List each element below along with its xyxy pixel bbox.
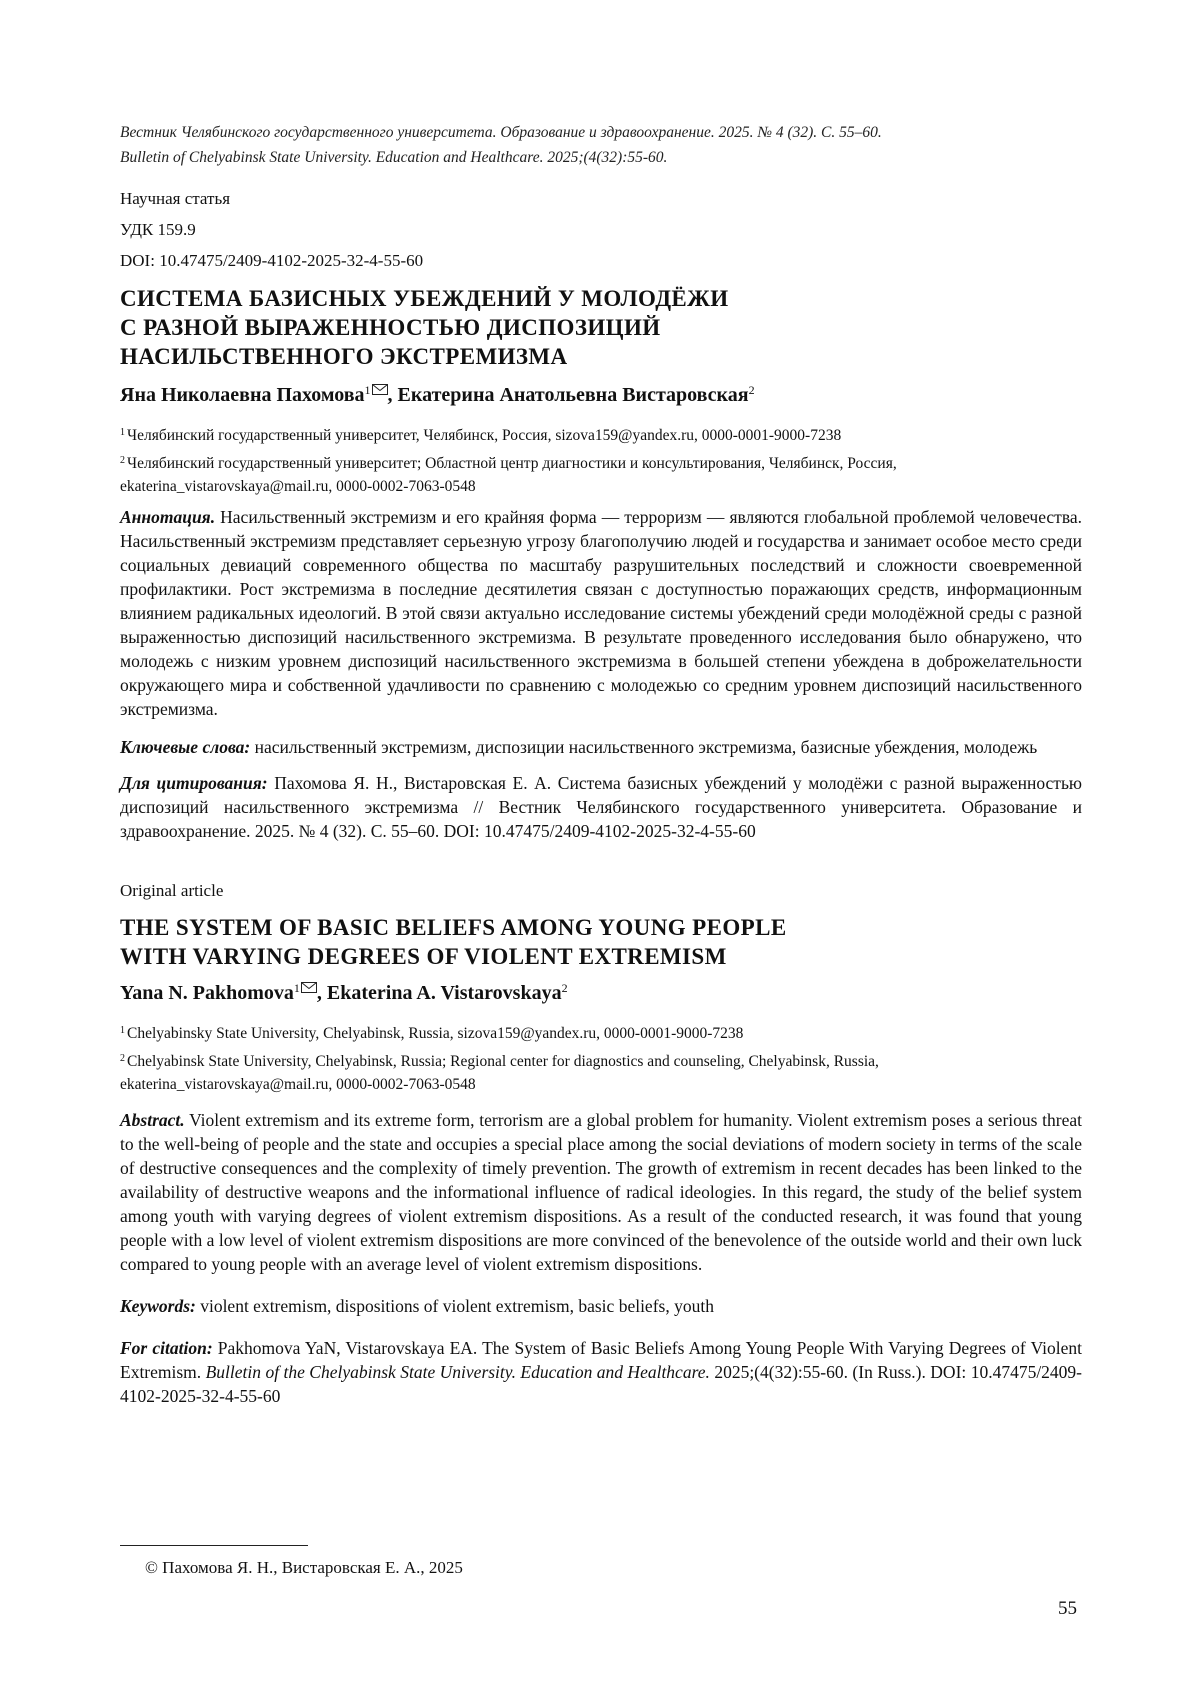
- article-title-ru: [120, 284, 1082, 371]
- citation-journal: Bulletin of the Chelyabinsk State University. Education and Healthcare.: [205, 1362, 710, 1382]
- article-page: [120, 120, 1082, 1408]
- journal-header: [120, 120, 1082, 170]
- author-separator: ,: [316, 982, 327, 1004]
- affiliation-text: Челябинский государственный университет, Челябинск, Россия, sizova159@yandex.ru, 0000-0001-9000-7238: [127, 427, 842, 444]
- affiliation-number: 1: [120, 1025, 125, 1036]
- citation-ru: [120, 771, 1082, 843]
- author-name: Яна Николаевна Пахомова: [120, 384, 365, 406]
- affiliations-en: [120, 1019, 1082, 1096]
- footnote-divider: [120, 1545, 308, 1546]
- udc-code: УДК 159.9: [120, 220, 196, 239]
- citation-label: For citation:: [120, 1338, 213, 1358]
- affiliation-item: [120, 1019, 1082, 1045]
- citation-tail: 2025;(4(32):55-60. (In Russ.). DOI: 10.47475/2409-4102-2025-32-4-55-60: [120, 1362, 1083, 1406]
- affiliation-item: [120, 1047, 1082, 1096]
- abstract-text: Violent extremism and its extreme form, terrorism are a global problem for humanity. Violent extremism poses a serious threat to the well-being of people and the state and occupies a special place among the social deviations of modern society in terms of the scale of destructive consequences and the complexity of timely prevention. The growth of extremism in recent decades has been linked to the availability of destructive weapons and the informational influence of radical ideologies. In this regard, the study of the belief system among youth with varying degrees of violent extremism dispositions. As a result of the conducted research, it was found that young people with a low level of violent extremism dispositions are more convinced of the benevolence of the outside world and their own luck compared to young people with an average level of violent extremism dispositions.: [120, 1110, 1082, 1274]
- title-en-line: WITH VARYING DEGREES OF VIOLENT EXTREMISM: [120, 944, 727, 969]
- citation-label: Для цитирования:: [120, 773, 268, 793]
- affiliation-text: Челябинский государственный университет; Областной центр диагностики и консультирования, Челябинск, Россия, ekaterina_vistarovskaya@mail.ru, 0000-0002-7063-0548: [120, 455, 897, 495]
- article-type-en: Original article: [120, 881, 224, 900]
- authors-en: [120, 981, 1082, 1005]
- author-affiliation-mark: 2: [561, 981, 568, 995]
- title-ru-line: СИСТЕМА БАЗИСНЫХ УБЕЖДЕНИЙ У МОЛОДЁЖИ: [120, 286, 729, 311]
- journal-title-ru: Вестник Челябинского государственного университета. Образование и здравоохранение. 2025. № 4 (32). С. 55–60.: [120, 124, 882, 141]
- abstract-en: [120, 1108, 1082, 1276]
- title-ru-line: С РАЗНОЙ ВЫРАЖЕННОСТЬЮ ДИСПОЗИЦИЙ: [120, 315, 661, 340]
- article-title-en: [120, 913, 1082, 971]
- title-ru-line: НАСИЛЬСТВЕННОГО ЭКСТРЕМИЗМА: [120, 344, 568, 369]
- author-name: Екатерина Анатольевна Вистаровская: [397, 384, 749, 406]
- affiliation-number: 2: [120, 455, 125, 466]
- copyright-notice: © Пахомова Я. Н., Вистаровская Е. А., 2025: [145, 1558, 463, 1577]
- keywords-ru: [120, 735, 1082, 759]
- keywords-en: [120, 1294, 1082, 1318]
- author-name: Ekaterina A. Vistarovskaya: [326, 982, 562, 1004]
- authors-ru: [120, 383, 1082, 407]
- affiliation-text: Chelyabinsk State University, Chelyabinsk, Russia; Regional center for diagnostics and counseling, Chelyabinsk, Russia, ekaterina_vistarovskaya@mail.ru, 0000-0002-7063-0548: [120, 1053, 879, 1093]
- affiliation-item: [120, 449, 1082, 498]
- journal-title-en: Bulletin of Chelyabinsk State University. Education and Healthcare. 2025;(4(32):55-60.: [120, 149, 668, 166]
- abstract-ru: [120, 505, 1082, 721]
- abstract-label: Abstract.: [120, 1110, 185, 1130]
- page-number: 55: [1058, 1598, 1077, 1619]
- affiliation-item: [120, 421, 1082, 447]
- author-affiliation-mark: 2: [748, 383, 755, 397]
- doi-ru: DOI: 10.47475/2409-4102-2025-32-4-55-60: [120, 251, 424, 270]
- affiliation-number: 2: [120, 1053, 125, 1064]
- affiliation-number: 1: [120, 427, 125, 438]
- envelope-icon: [372, 384, 388, 395]
- abstract-label: Аннотация.: [120, 507, 216, 527]
- affiliation-text: Chelyabinsky State University, Chelyabinsk, Russia, sizova159@yandex.ru, 0000-0001-9000-7238: [127, 1025, 744, 1042]
- abstract-text: Насильственный экстремизм и его крайняя форма — терроризм — являются глобальной проблемой человечества. Насильственный экстремизм представляет серьезную угрозу благополучию людей и государства и занимает особое место среди социальных девиаций современного общества по масштабу разрушительных последствий и сложности своевременной профилактики. Рост экстремизма в последние десятилетия связан с доступностью поражающих средств, информационным влиянием радикальных идеологий. В этой связи актуально исследование системы убеждений среди молодёжной среды с разной выраженностью диспозиций насильственного экстремизма. В результате проведенного исследования было обнаружено, что молодежь с низким уровнем диспозиций насильственного экстремизма в большей степени убеждена в доброжелательности окружающего мира и собственной удачливости по сравнению с молодежью со средним уровнем диспозиций насильственного экстремизма.: [120, 507, 1082, 719]
- article-type-ru: Научная статья: [120, 189, 231, 208]
- author-separator: ,: [387, 384, 398, 406]
- keywords-text: violent extremism, dispositions of violent extremism, basic beliefs, youth: [200, 1296, 714, 1316]
- citation-text: Pakhomova YaN, Vistarovskaya EA. The System of Basic Beliefs Among Young People With Varying Degrees of Violent Extremism.: [120, 1338, 1083, 1382]
- keywords-label: Ключевые слова:: [120, 737, 251, 757]
- keywords-text: насильственный экстремизм, диспозиции насильственного экстремизма, базисные убеждения, молодежь: [254, 737, 1038, 757]
- affiliations-ru: [120, 421, 1082, 498]
- title-en-line: THE SYSTEM OF BASIC BELIEFS AMONG YOUNG PEOPLE: [120, 915, 787, 940]
- envelope-icon: [301, 982, 317, 993]
- citation-text: Пахомова Я. Н., Вистаровская Е. А. Система базисных убеждений у молодёжи с разной выраженностью диспозиций насильственного экстремизма // Вестник Челябинского государственного университета. Образование и здравоохранение. 2025. № 4 (32). С. 55–60. DOI: 10.47475/2409-4102-2025-32-4-55-60: [120, 773, 1083, 841]
- author-affiliation-mark: 1: [293, 981, 300, 995]
- keywords-label: Keywords:: [120, 1296, 196, 1316]
- author-affiliation-mark: 1: [364, 383, 371, 397]
- citation-en: [120, 1336, 1082, 1408]
- author-name: Yana N. Pakhomova: [120, 982, 294, 1004]
